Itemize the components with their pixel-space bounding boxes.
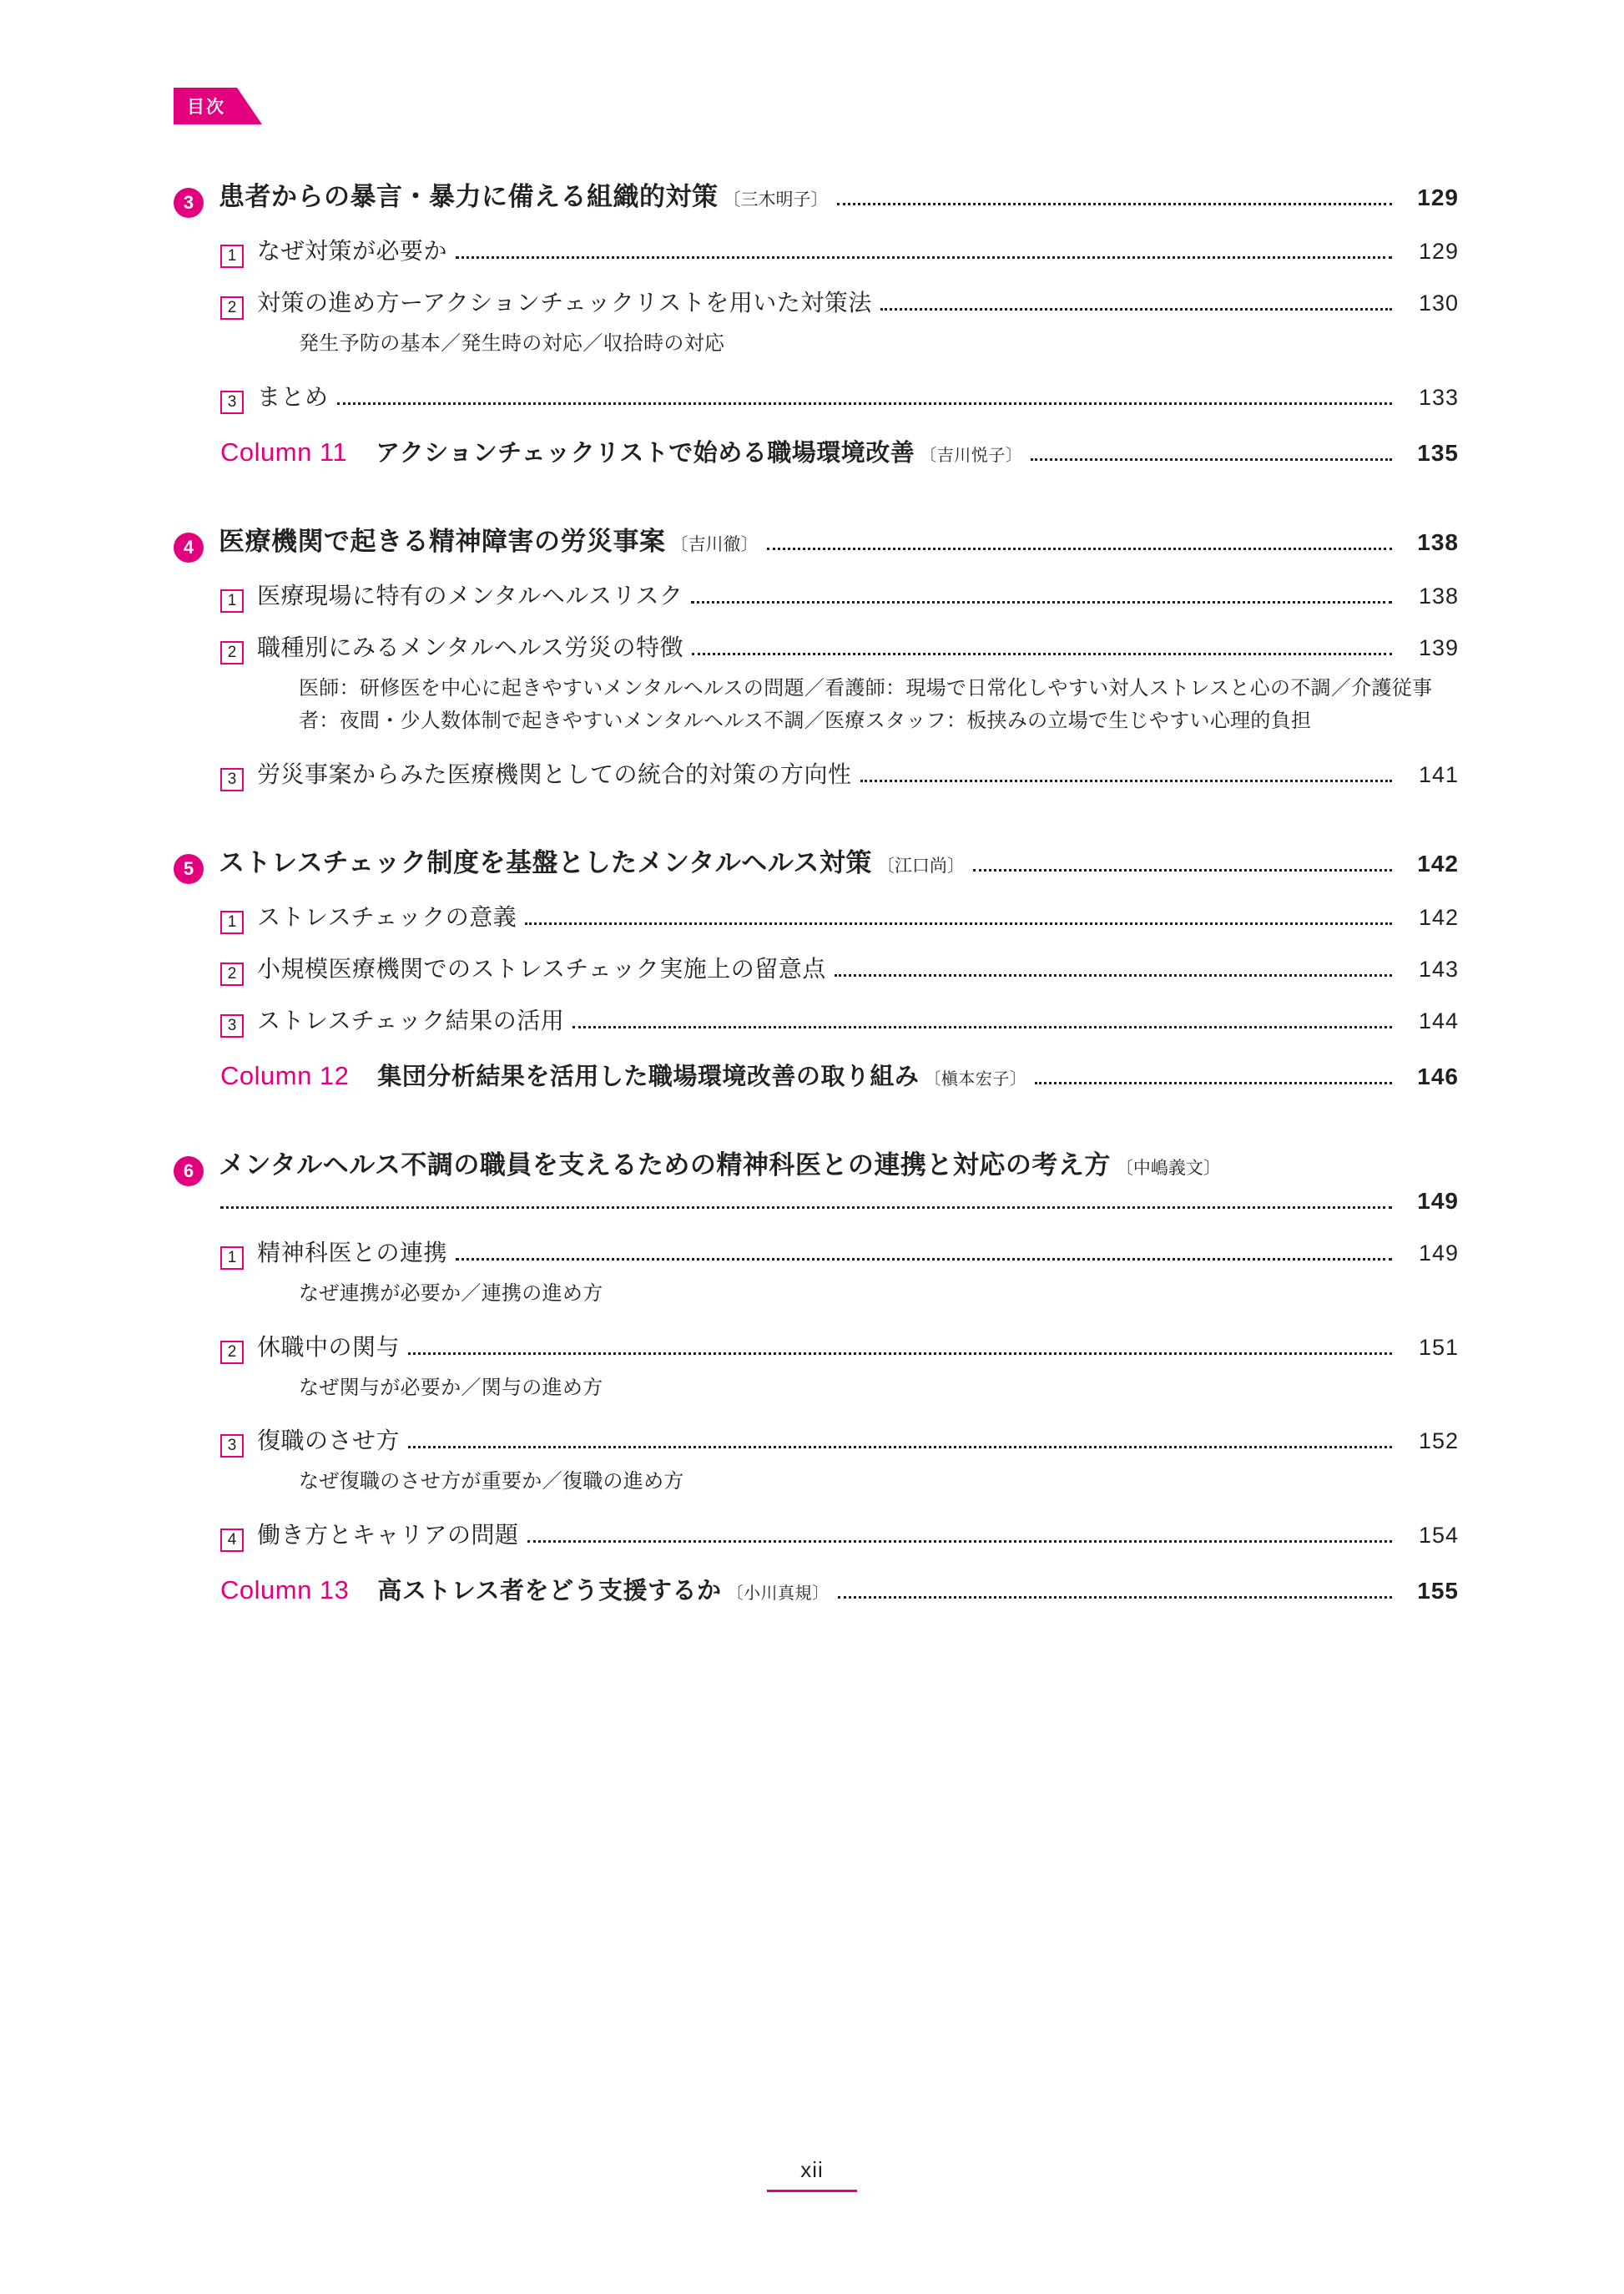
chapter-number-badge: 3 bbox=[174, 188, 204, 218]
toc-section-entry[interactable] bbox=[174, 1422, 1459, 1456]
section-subitems: なぜ関与が必要か／関与の進め方 bbox=[299, 1376, 603, 1399]
column-author: 〔槇本宏子〕 bbox=[924, 1069, 1027, 1089]
column-title: アクションチェックリストで始める職場環境改善 〔吉川悦子〕 bbox=[376, 439, 1023, 467]
section-title: 対策の進め方ーアクションチェックリストを用いた対策法 bbox=[257, 290, 872, 316]
toc-section-entry[interactable] bbox=[174, 1517, 1459, 1550]
page-number: 142 bbox=[1417, 850, 1459, 877]
chapter-leader-row bbox=[174, 1188, 1459, 1216]
section-number-box: 1 bbox=[220, 911, 244, 934]
section-title: ストレスチェックの意義 bbox=[257, 903, 517, 930]
leader-dots bbox=[691, 600, 1392, 604]
page-number: 138 bbox=[1418, 583, 1459, 609]
page-footer bbox=[0, 2157, 1624, 2192]
leader-dots bbox=[337, 402, 1392, 405]
section-title: 休職中の関与 bbox=[257, 1333, 401, 1360]
toc-section-entry[interactable] bbox=[174, 629, 1459, 663]
chapter-author: 〔江口尚〕 bbox=[876, 856, 965, 876]
leader-dots bbox=[527, 1539, 1392, 1543]
toc-chapter-entry[interactable] bbox=[174, 841, 1459, 881]
page-number: 146 bbox=[1417, 1063, 1459, 1089]
section-title: 医療現場に特有のメンタルヘルスリスク bbox=[257, 582, 683, 609]
section-subitems: 医師：研修医を中心に起きやすいメンタルヘルスの問題／看護師：現場で日常化しやすい対人ストレスと心の不調／介護従事者：夜間・少人数体制で起きやすいメンタルヘルス不調／医療スタッフ：板挟みの立場で生じやすい心理的負担 bbox=[299, 676, 1433, 732]
leader-dots bbox=[456, 255, 1392, 259]
section-number-box: 2 bbox=[220, 641, 244, 664]
section-subitems: 発生予防の基本／発生時の対応／収拾時の対応 bbox=[299, 332, 725, 355]
page-number: 141 bbox=[1418, 761, 1459, 787]
section-number-box: 3 bbox=[220, 768, 244, 791]
column-label: Column 13 bbox=[220, 1575, 350, 1605]
chapter-number-badge: 4 bbox=[174, 533, 204, 563]
page-number: 129 bbox=[1418, 239, 1459, 264]
leader-dots bbox=[456, 1257, 1392, 1261]
leader-dots bbox=[835, 973, 1392, 977]
toc-column-entry[interactable] bbox=[174, 1058, 1459, 1092]
column-title: 高ストレス者をどう支援するか 〔小川真規〕 bbox=[377, 1578, 830, 1605]
toc-section-entry[interactable] bbox=[174, 756, 1459, 790]
column-author: 〔吉川悦子〕 bbox=[920, 446, 1023, 465]
toc-chapter-entry[interactable] bbox=[174, 1144, 1459, 1183]
toc-section-entry[interactable] bbox=[174, 1329, 1459, 1362]
chapter-number-badge: 6 bbox=[174, 1156, 204, 1186]
section-title: 労災事案からみた医療機関としての統合的対策の方向性 bbox=[257, 760, 852, 787]
column-label: Column 11 bbox=[220, 437, 348, 467]
page-number: 151 bbox=[1418, 1334, 1459, 1360]
toc-section-entry[interactable] bbox=[174, 379, 1459, 412]
toc-section-entry[interactable] bbox=[174, 578, 1459, 611]
leader-dots bbox=[767, 547, 1393, 550]
toc-chapter-entry[interactable] bbox=[174, 520, 1459, 559]
section-title: まとめ bbox=[257, 383, 329, 410]
leader-dots bbox=[838, 1595, 1392, 1599]
toc-section-entry[interactable] bbox=[174, 233, 1459, 266]
section-number-box: 3 bbox=[220, 1434, 244, 1458]
section-title: ストレスチェック結果の活用 bbox=[257, 1007, 565, 1033]
page-number: 144 bbox=[1418, 1008, 1459, 1033]
page-number: 149 bbox=[1418, 1240, 1459, 1266]
leader-dots bbox=[692, 652, 1392, 655]
footer-rule bbox=[767, 2190, 857, 2192]
section-number-box: 2 bbox=[220, 1341, 244, 1364]
toc-column-entry[interactable] bbox=[174, 434, 1459, 468]
toc-column-entry[interactable] bbox=[174, 1572, 1459, 1606]
leader-dots bbox=[525, 922, 1392, 925]
section-number-box: 1 bbox=[220, 245, 244, 268]
leader-dots bbox=[1031, 457, 1392, 461]
block-spacer bbox=[174, 468, 1459, 520]
toc-section-entry[interactable] bbox=[174, 1003, 1459, 1036]
section-title: 精神科医との連携 bbox=[257, 1239, 448, 1266]
column-label: Column 12 bbox=[220, 1060, 350, 1090]
page-number: 155 bbox=[1417, 1578, 1459, 1604]
folio-number: xii bbox=[800, 2157, 824, 2182]
chapter-author: 〔吉川徹〕 bbox=[670, 534, 759, 554]
section-number-box: 2 bbox=[220, 963, 244, 986]
chapter-title: 患者からの暴言・暴力に備える組織的対策 〔三木明子〕 bbox=[219, 182, 829, 211]
toc-section-entry[interactable] bbox=[174, 1235, 1459, 1268]
section-title: なぜ対策が必要か bbox=[257, 238, 448, 264]
page-number: 130 bbox=[1418, 291, 1459, 316]
leader-dots bbox=[973, 868, 1392, 872]
section-number-box: 3 bbox=[220, 391, 244, 414]
section-title: 働き方とキャリアの問題 bbox=[257, 1522, 519, 1549]
page-number: 133 bbox=[1418, 384, 1459, 410]
block-spacer bbox=[174, 1092, 1459, 1144]
column-title: 集団分析結果を活用した職場環境改善の取り組み 〔槇本宏子〕 bbox=[377, 1063, 1027, 1090]
chapter-author: 〔中嶋義文〕 bbox=[1115, 1158, 1221, 1178]
section-number-box: 2 bbox=[220, 296, 244, 320]
section-subitems: なぜ復職のさせ方が重要か／復職の進め方 bbox=[299, 1470, 684, 1493]
section-number-box: 1 bbox=[220, 589, 244, 613]
block-spacer bbox=[174, 790, 1459, 841]
leader-dots bbox=[408, 1352, 1392, 1355]
page-number: 152 bbox=[1418, 1428, 1459, 1454]
leader-dots bbox=[1035, 1081, 1392, 1084]
leader-dots bbox=[572, 1025, 1392, 1028]
section-number-box: 4 bbox=[220, 1528, 244, 1552]
page-number: 129 bbox=[1417, 184, 1459, 210]
leader-dots bbox=[408, 1445, 1392, 1448]
column-author: 〔小川真規〕 bbox=[726, 1584, 830, 1604]
toc-section-entry[interactable] bbox=[174, 951, 1459, 984]
header-tab-label: 目次 bbox=[174, 88, 237, 124]
leader-dots bbox=[220, 1205, 1392, 1209]
chapter-author: 〔三木明子〕 bbox=[723, 190, 829, 210]
page-number: 138 bbox=[1417, 528, 1459, 555]
page-number: 149 bbox=[1417, 1187, 1459, 1214]
page-number: 139 bbox=[1418, 634, 1459, 660]
section-title: 復職のさせ方 bbox=[257, 1427, 401, 1454]
section-number-box: 3 bbox=[220, 1014, 244, 1038]
leader-dots bbox=[837, 202, 1393, 205]
chapter-title: 医療機関で起きる精神障害の労災事案 〔吉川徹〕 bbox=[219, 526, 759, 556]
section-number-box: 1 bbox=[220, 1246, 244, 1270]
page-number: 142 bbox=[1418, 904, 1459, 930]
page-number: 143 bbox=[1418, 956, 1459, 982]
page-number: 135 bbox=[1417, 439, 1459, 466]
toc-content bbox=[174, 175, 1459, 1606]
section-title: 小規模医療機関でのストレスチェック実施上の留意点 bbox=[257, 955, 826, 982]
section-subitems: なぜ連携が必要か／連携の進め方 bbox=[299, 1281, 603, 1305]
leader-dots bbox=[860, 779, 1392, 782]
toc-section-entry[interactable] bbox=[174, 285, 1459, 318]
header-tab-tail bbox=[237, 88, 262, 124]
page-number: 154 bbox=[1418, 1523, 1459, 1549]
toc-chapter-entry[interactable] bbox=[174, 175, 1459, 215]
section-title: 職種別にみるメンタルヘルス労災の特徴 bbox=[257, 634, 684, 660]
chapter-number-badge: 5 bbox=[174, 854, 204, 884]
chapter-title: メンタルヘルス不調の職員を支えるための精神科医との連携と対応の考え方 〔中嶋義文〕 bbox=[219, 1150, 1221, 1180]
toc-section-entry[interactable] bbox=[174, 899, 1459, 932]
header-tab bbox=[174, 88, 262, 124]
chapter-title: ストレスチェック制度を基盤としたメンタルヘルス対策 〔江口尚〕 bbox=[219, 847, 965, 877]
leader-dots bbox=[880, 307, 1392, 311]
